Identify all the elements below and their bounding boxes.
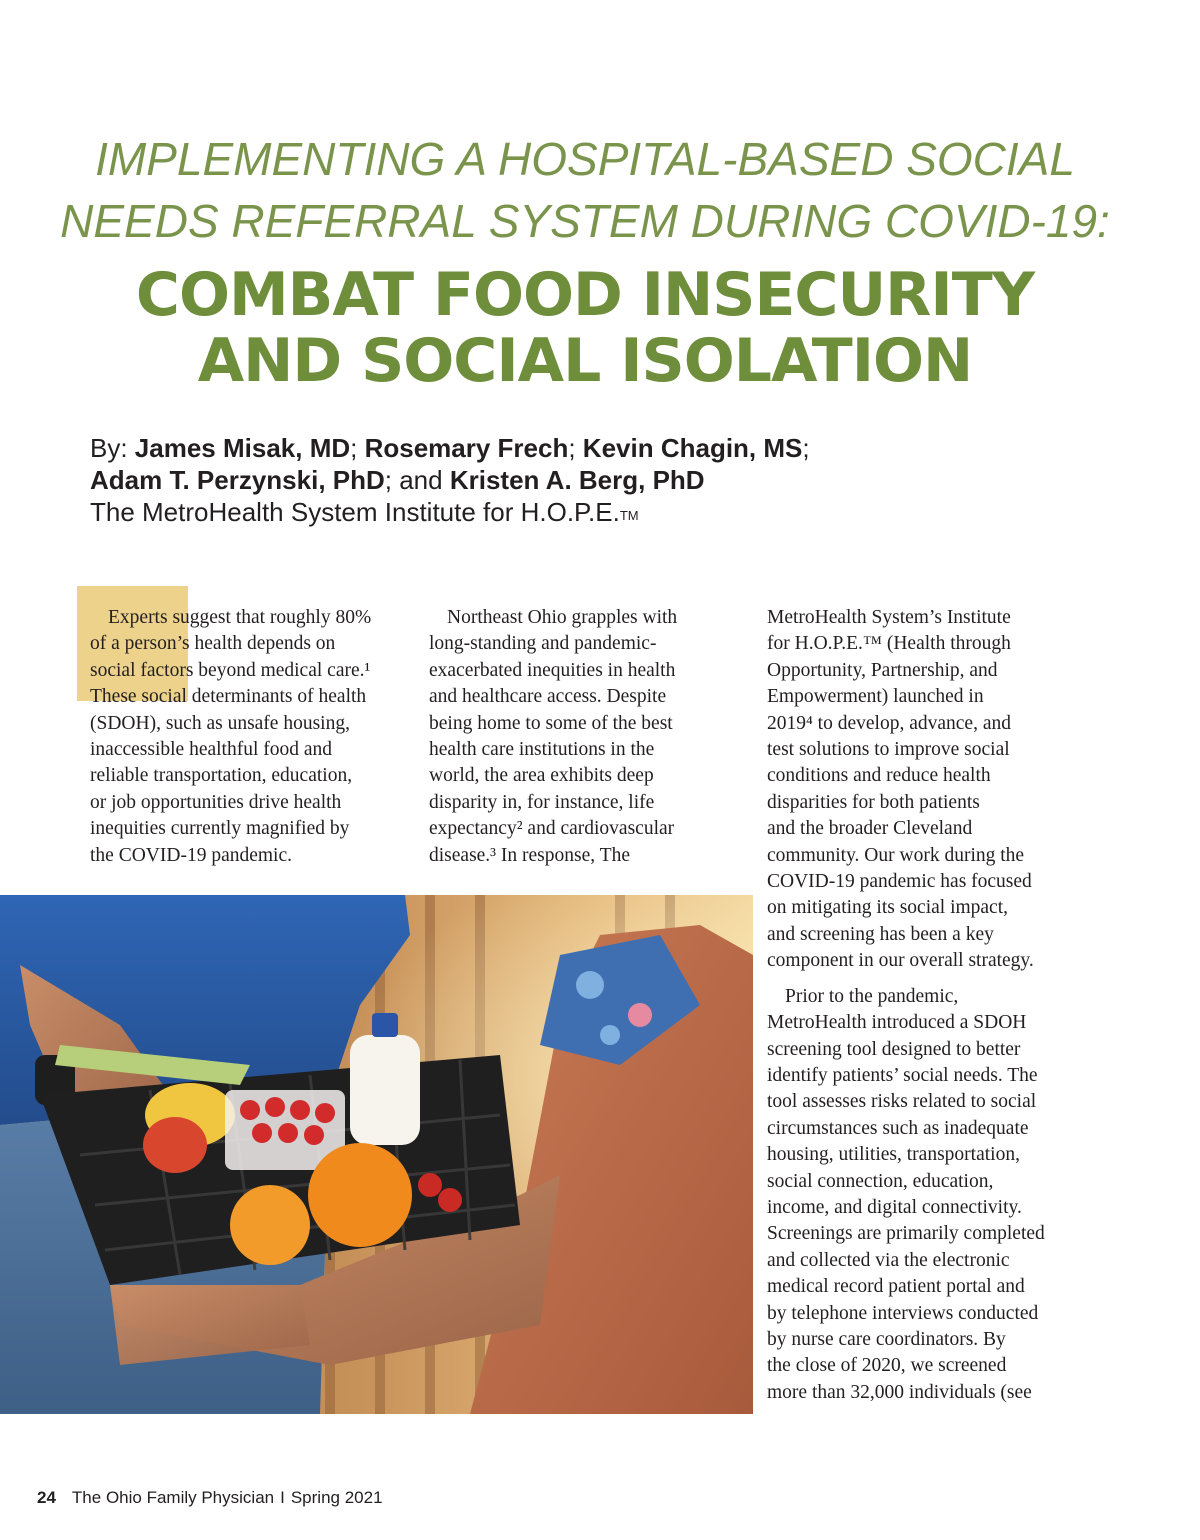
text-line: inaccessible healthful food and bbox=[90, 739, 333, 761]
text-line: exacerbated inequities in health bbox=[429, 659, 676, 681]
body-column-3 bbox=[767, 605, 1087, 1406]
text-line: Northeast Ohio grapples with bbox=[447, 607, 678, 628]
text-line: medical record patient portal and bbox=[767, 1276, 1025, 1298]
article-kicker bbox=[0, 128, 1170, 252]
food-basket-illustration bbox=[0, 895, 753, 1414]
text-line: test solutions to improve social bbox=[767, 739, 1010, 761]
author-name: Kristen A. Berg, PhD bbox=[449, 465, 705, 495]
body-paragraph bbox=[767, 605, 1087, 975]
body-paragraph bbox=[90, 605, 410, 869]
text-line: tool assesses risks related to social bbox=[767, 1091, 1037, 1113]
text-line: Prior to the pandemic, bbox=[785, 985, 959, 1007]
text-line: social factors beyond medical care.¹ bbox=[90, 659, 371, 681]
food-basket-photo bbox=[0, 895, 753, 1414]
text-line: housing, utilities, transportation, bbox=[767, 1144, 1020, 1166]
body-paragraph bbox=[429, 605, 749, 869]
text-line: and screening has been a key bbox=[767, 923, 994, 945]
text-line: being home to some of the best bbox=[429, 712, 673, 734]
text-line: MetroHealth System’s Institute bbox=[767, 607, 1011, 628]
text-line: social connection, education, bbox=[767, 1170, 994, 1192]
author-name: Kevin Chagin, MS bbox=[582, 433, 803, 463]
publication-name: The Ohio Family Physician bbox=[71, 1488, 275, 1507]
affiliation-text: The MetroHealth System Institute for H.O.P.E. bbox=[90, 497, 620, 527]
kicker-line-1: IMPLEMENTING A HOSPITAL-BASED SOCIAL bbox=[95, 133, 1075, 185]
text-line: for H.O.P.E.™ (Health through bbox=[767, 633, 1011, 655]
kicker-line-2: NEEDS REFERRAL SYSTEM DURING COVID-19: bbox=[60, 195, 1110, 247]
text-line: income, and digital connectivity. bbox=[767, 1196, 1022, 1218]
body-column-1 bbox=[90, 605, 410, 869]
text-line: COVID-19 pandemic has focused bbox=[767, 871, 1032, 893]
page-number: 24 bbox=[37, 1488, 56, 1507]
headline-line-1: COMBAT FOOD INSECURITY bbox=[135, 260, 1035, 330]
text-line: more than 32,000 individuals (see bbox=[767, 1381, 1032, 1403]
text-line: Empowerment) launched in bbox=[767, 686, 984, 708]
author-conjunction: ; and bbox=[384, 465, 450, 495]
text-line: health care institutions in the bbox=[429, 739, 655, 761]
text-line: identify patients’ social needs. The bbox=[767, 1064, 1038, 1086]
body-paragraph bbox=[767, 984, 1087, 1407]
issue-date: Spring 2021 bbox=[290, 1488, 383, 1507]
text-line: by telephone interviews conducted bbox=[767, 1302, 1039, 1324]
text-line: and healthcare access. Despite bbox=[429, 686, 667, 708]
author-separator: ; bbox=[350, 433, 365, 463]
text-line: Opportunity, Partnership, and bbox=[767, 659, 998, 681]
author-affiliation bbox=[90, 496, 990, 528]
text-line: (SDOH), such as unsafe housing, bbox=[90, 712, 350, 734]
text-line: Screenings are primarily completed bbox=[767, 1223, 1045, 1245]
text-line: the close of 2020, we screened bbox=[767, 1355, 1007, 1377]
text-line: community. Our work during the bbox=[767, 844, 1025, 866]
article-headline bbox=[0, 262, 1170, 394]
headline-line-2: AND SOCIAL ISOLATION bbox=[197, 326, 973, 396]
text-line: 2019⁴ to develop, advance, and bbox=[767, 712, 1011, 734]
author-separator: ; bbox=[568, 433, 583, 463]
text-line: of a person’s health depends on bbox=[90, 633, 336, 655]
text-line: conditions and reduce health bbox=[767, 765, 991, 787]
byline-row-1 bbox=[90, 432, 990, 464]
text-line: or job opportunities drive health bbox=[90, 791, 342, 813]
byline bbox=[90, 432, 990, 528]
text-line: world, the area exhibits deep bbox=[429, 765, 654, 787]
text-line: MetroHealth introduced a SDOH bbox=[767, 1012, 1027, 1034]
text-line: disparity in, for instance, life bbox=[429, 791, 655, 813]
text-line: long-standing and pandemic- bbox=[429, 633, 657, 655]
text-line: inequities currently magnified by bbox=[90, 818, 350, 840]
text-line: disease.³ In response, The bbox=[429, 844, 630, 866]
author-name: Adam T. Perzynski, PhD bbox=[90, 465, 385, 495]
text-line: on mitigating its social impact, bbox=[767, 897, 1009, 919]
paragraph-gap bbox=[767, 975, 1087, 984]
text-line: reliable transportation, education, bbox=[90, 765, 353, 787]
text-line: disparities for both patients bbox=[767, 791, 980, 813]
text-line: the COVID-19 pandemic. bbox=[90, 844, 292, 866]
byline-row-2 bbox=[90, 464, 990, 496]
text-line: component in our overall strategy. bbox=[767, 950, 1034, 972]
text-line: Experts suggest that roughly 80% bbox=[108, 607, 372, 628]
text-line: circumstances such as inadequate bbox=[767, 1117, 1029, 1139]
text-line: screening tool designed to better bbox=[767, 1038, 1021, 1060]
author-separator: ; bbox=[802, 433, 810, 463]
text-line: These social determinants of health bbox=[90, 686, 367, 708]
byline-prefix: By: bbox=[90, 433, 135, 463]
text-line: and the broader Cleveland bbox=[767, 818, 973, 840]
text-line: expectancy² and cardiovascular bbox=[429, 818, 675, 840]
text-line: and collected via the electronic bbox=[767, 1249, 1010, 1271]
author-name: James Misak, MD bbox=[134, 433, 351, 463]
trademark-mark: TM bbox=[619, 508, 639, 523]
page-footer bbox=[37, 1488, 383, 1508]
text-line: by nurse care coordinators. By bbox=[767, 1328, 1006, 1350]
body-column-2 bbox=[429, 605, 749, 869]
footer-separator: I bbox=[280, 1488, 285, 1507]
author-name: Rosemary Frech bbox=[364, 433, 569, 463]
